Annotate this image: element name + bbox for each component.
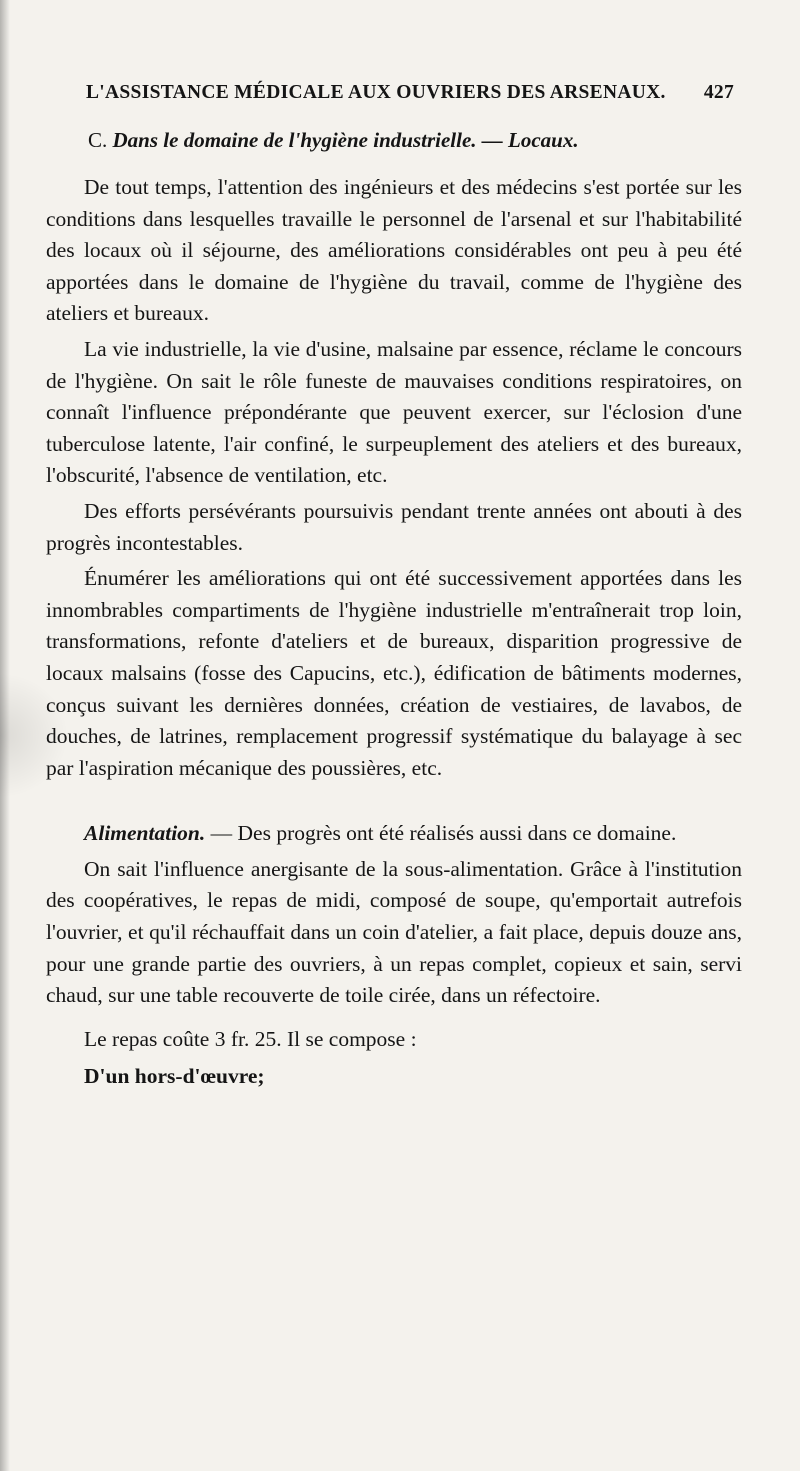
paragraph-1: De tout temps, l'attention des ingénieurs et des médecins s'est portée sur les conditions dans lesquelles travaille le personnel de l'arsenal et sur l'habitabilité des locaux où il séjourne, des améliorations considérables ont peu à peu été apportées dans le domaine de l'hygiène du travail, comme de l'hygiène des ateliers et bureaux. <box>46 175 742 326</box>
paragraph-8: D'un hors-d'œuvre; <box>84 1064 265 1089</box>
paragraph-7: Le repas coûte 3 fr. 25. Il se compose : <box>84 1026 417 1051</box>
section-title: Dans le domaine de l'hygiène industrielle. — Locaux. <box>112 128 579 152</box>
section-letter: C. <box>88 128 108 152</box>
running-head <box>86 82 736 112</box>
page-binding-shadow <box>0 0 10 1471</box>
paragraph-6: On sait l'influence anergisante de la sous-alimentation. Grâce à l'institution des coopératives, le repas de midi, composé de soupe, qu'emportait autrefois l'ouvrier, et qu'il réchauffait dans un coin d'atelier, a fait place, depuis douze ans, pour une grande partie des ouvriers, à un repas complet, copieux et sain, servi chaud, sur une table recouverte de toile cirée, dans un réfectoire. <box>46 856 742 1008</box>
body-text <box>46 172 742 1093</box>
section-heading <box>88 128 579 153</box>
page-number: 427 <box>703 82 734 103</box>
paragraph-2: La vie industrielle, la vie d'usine, malsaine par essence, réclame le concours de l'hygiène. On sait le rôle funeste de mauvaises conditions respiratoires, on connaît l'influence prépondérante que peuvent exercer, sur l'éclosion d'une tuberculose latente, l'air confiné, le surpeuplement des ateliers et des bureaux, l'obscurité, l'absence de ventilation, etc. <box>46 336 742 488</box>
paragraph-5 <box>46 818 742 850</box>
running-title: L'ASSISTANCE MÉDICALE AUX OUVRIERS DES ARSENAUX. <box>86 82 666 103</box>
paragraph-4: Énumérer les améliorations qui ont été successivement apportées dans les innombrables compartiments de l'hygiène industrielle m'entraînerait trop loin, transformations, refonte d'ateliers et de bureaux, disparition progressive de locaux malsains (fosse des Capucins, etc.), édification de bâtiments modernes, conçus suivant les dernières données, création de vestiaires, de lavabos, de douches, de latrines, remplacement progressif systématique du balayage à sec par l'aspiration mécanique des poussières, etc. <box>46 566 742 780</box>
paragraph-3: Des efforts persévérants poursuivis pendant trente années ont abouti à des progrès incontestables. <box>46 498 742 555</box>
alimentation-label: Alimentation. <box>84 821 206 846</box>
alimentation-text: — Des progrès ont été réalisés aussi dans ce domaine. <box>205 821 677 846</box>
